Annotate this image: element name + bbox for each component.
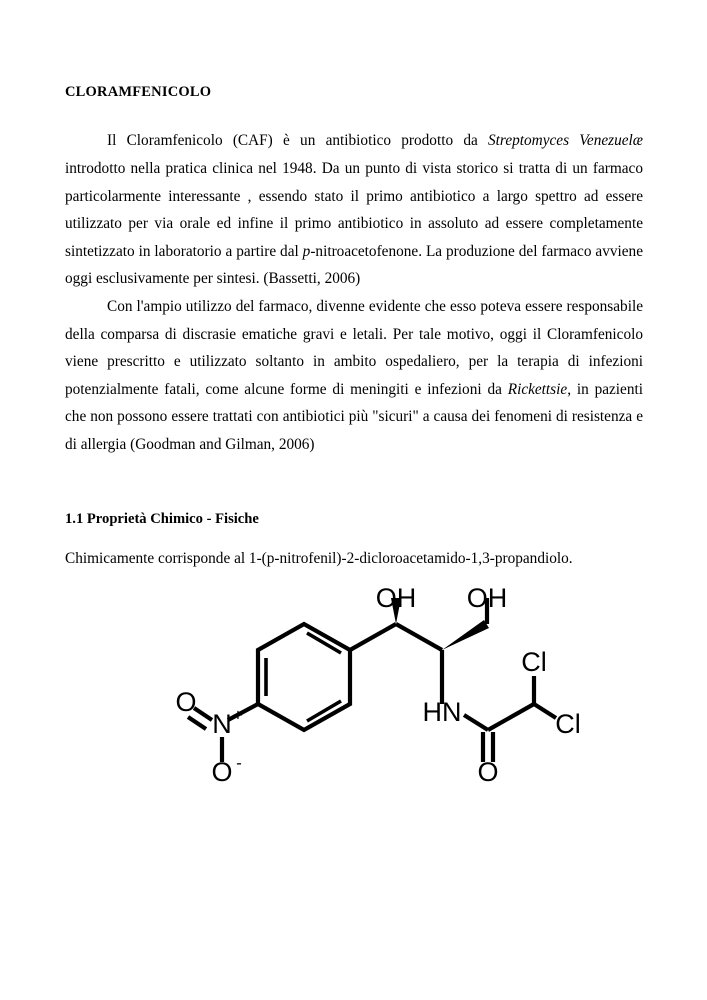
- page-title: CLORAMFENICOLO: [65, 84, 212, 100]
- section-intro-line: Chimicamente corrisponde al 1-(p-nitrofenil)-2-dicloroacetamido-1,3-propandiolo.: [65, 550, 573, 567]
- wedge-bond-hydroxymethyl: [442, 620, 489, 650]
- label-nitro-oxygen-charge: -: [236, 753, 242, 773]
- label-chlorine-2: Cl: [555, 709, 581, 740]
- label-chlorine-1: Cl: [521, 647, 547, 678]
- run-text: introdotto nella pratica clinica nel 1948. Da un punto di vista storico si tratta di un farmaco particolarmente interessante , essendo stato il primo antibiotico a largo spettro ad essere utilizzato per via orale ed infine il primo antibiotico in assoluto ad essere completamente sintetizzato in laboratorio a partire dal: [65, 159, 643, 260]
- label-amide-nitrogen: HN: [422, 697, 462, 728]
- paragraph-intro: [65, 127, 643, 293]
- label-nitro-oxygen-double: O: [175, 687, 197, 718]
- run-italic-species: Streptomyces Venezuelæ: [488, 132, 643, 150]
- label-hydroxyl-1: OH: [375, 583, 417, 614]
- chemical-structure-svg: [175, 583, 581, 792]
- run-text: Il Cloramfenicolo (CAF) è un antibiotico prodotto da: [107, 132, 489, 150]
- chloramphenicol-structure-figure: [175, 583, 581, 792]
- run-text: -nitroacetofenone. La produzione del farmaco avviene oggi esclusivamente per sintesi. (Bassetti, 2006): [65, 242, 643, 288]
- run-text: Con l'ampio utilizzo del farmaco, divenne evidente che esso poteva essere responsabile della comparsa di discrasie ematiche gravi e letali. Per tale motivo, oggi il Cloramfenicolo viene prescritto e utilizzato soltanto in ambito ospedaliero, per la terapia di infezioni potenzialmente fatali, come alcune forme di meningiti e infezioni da: [65, 297, 643, 398]
- run-italic-rickettsie: Rickettsie: [507, 380, 568, 398]
- document-body: [65, 84, 643, 459]
- run-italic-para: p: [302, 242, 311, 260]
- label-hydroxyl-2: OH: [466, 583, 508, 614]
- label-nitro-nitrogen-charge: +: [233, 705, 243, 725]
- run-text: , in pazienti che non possono essere trattati con antibiotici più "sicuri" a causa dei fenomeni di resistenza e di allergia (Goodman and Gilman, 2006): [65, 380, 643, 453]
- label-nitro-oxygen-single: O: [211, 757, 233, 788]
- label-nitro-nitrogen: N: [212, 709, 232, 740]
- section-heading: 1.1 Proprietà Chimico - Fisiche: [65, 511, 259, 527]
- paragraph-usage: [65, 293, 643, 459]
- label-carbonyl-oxygen: O: [477, 757, 499, 788]
